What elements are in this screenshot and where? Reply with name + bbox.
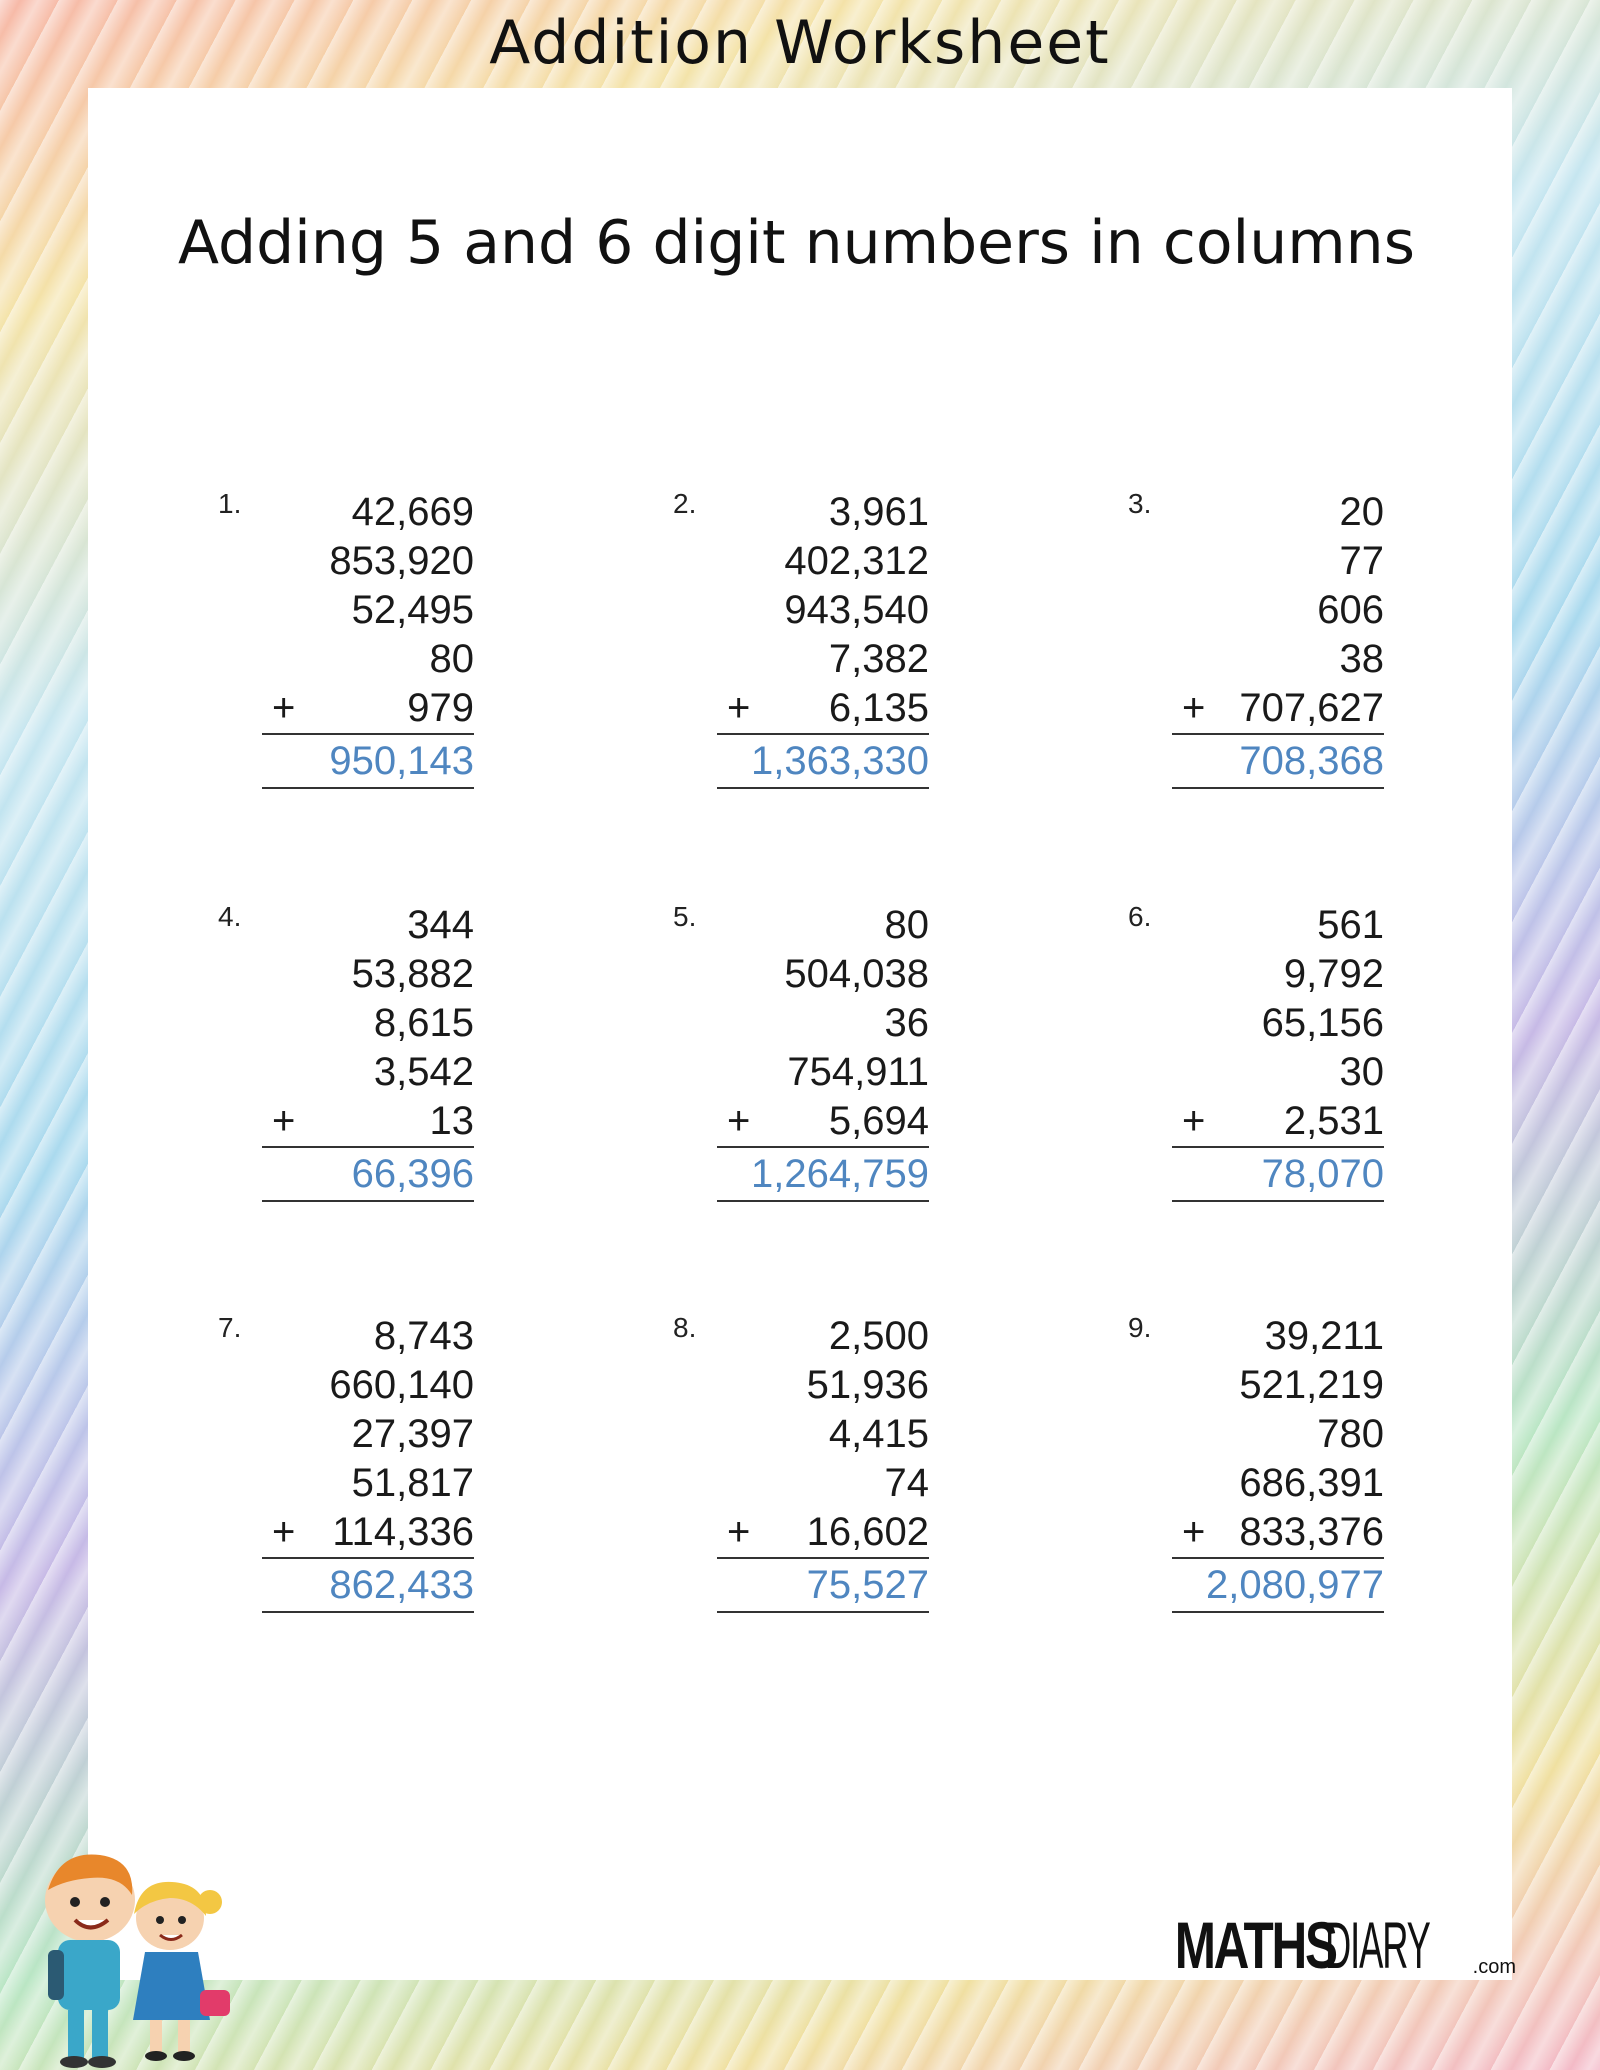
problem-number: 8. [673, 1312, 697, 1343]
addend-column [1172, 901, 1384, 1202]
addend-value: 344 [407, 903, 474, 947]
addend-row [262, 635, 474, 684]
addition-problem [673, 488, 973, 818]
answer-value: 708,368 [1239, 739, 1384, 783]
problem-number: 5. [673, 901, 697, 932]
addend-value: 521,219 [1239, 1363, 1384, 1407]
addend-column [717, 901, 929, 1202]
addend-row [717, 1459, 929, 1508]
addend-row [262, 1048, 474, 1097]
addend-value: 51,817 [351, 1461, 474, 1505]
problem-number: 9. [1128, 1312, 1152, 1343]
addend-row [717, 950, 929, 999]
children-illustration [20, 1840, 240, 2070]
addition-problem [218, 901, 518, 1231]
problem-number: 4. [218, 901, 242, 932]
addend-value: 707,627 [1239, 686, 1384, 730]
addend-value: 402,312 [784, 539, 929, 583]
problem-number: 6. [1128, 901, 1152, 932]
addend-row [1172, 586, 1384, 635]
addition-problem [1128, 488, 1428, 818]
addend-row [717, 999, 929, 1048]
addend-value: 6,135 [828, 686, 929, 730]
addend-value: 979 [407, 686, 474, 730]
addend-row [717, 1410, 929, 1459]
addition-problem [673, 1312, 973, 1642]
addend-value: 114,336 [332, 1510, 474, 1554]
worksheet-subtitle: Adding 5 and 6 digit numbers in columns [178, 208, 1415, 278]
answer-value: 950,143 [329, 739, 474, 783]
addend-row [717, 1361, 929, 1410]
addend-value: 5,694 [828, 1099, 929, 1143]
addend-column [262, 901, 474, 1202]
addend-value: 2,531 [1283, 1099, 1384, 1143]
plus-sign: + [727, 1510, 751, 1554]
addend-value: 9,792 [1283, 952, 1384, 996]
problem-number: 1. [218, 488, 242, 519]
plus-sign: + [272, 1099, 296, 1143]
addition-problem [1128, 901, 1428, 1231]
plus-sign: + [1182, 1510, 1206, 1554]
addend-row [262, 1361, 474, 1410]
addend-value: 943,540 [784, 588, 929, 632]
answer-underline [717, 787, 929, 789]
page-title: Addition Worksheet [489, 8, 1111, 78]
addend-row [717, 1097, 929, 1146]
addend-value: 51,936 [806, 1363, 929, 1407]
addend-row [717, 684, 929, 733]
addend-row [717, 1312, 929, 1361]
addend-row [262, 1312, 474, 1361]
addend-column [262, 1312, 474, 1613]
addend-row [262, 684, 474, 733]
addend-value: 504,038 [784, 952, 929, 996]
addend-value: 16,602 [806, 1510, 929, 1554]
addend-row [1172, 999, 1384, 1048]
plus-sign: + [272, 686, 296, 730]
answer-underline [717, 1611, 929, 1613]
addend-row [262, 586, 474, 635]
plus-sign: + [1182, 1099, 1206, 1143]
addend-value: 686,391 [1239, 1461, 1384, 1505]
addend-value: 52,495 [351, 588, 474, 632]
addend-value: 38 [1339, 637, 1384, 681]
addend-row [262, 1459, 474, 1508]
addend-row [717, 488, 929, 537]
addend-row [262, 950, 474, 999]
answer-underline [717, 1200, 929, 1202]
plus-sign: + [272, 1510, 296, 1554]
addend-row [262, 488, 474, 537]
addend-value: 833,376 [1239, 1510, 1384, 1554]
answer-underline [1172, 1200, 1384, 1202]
addend-column [717, 1312, 929, 1613]
plus-sign: + [727, 686, 751, 730]
addend-row [1172, 950, 1384, 999]
addend-value: 80 [884, 903, 929, 947]
addend-value: 39,211 [1264, 1314, 1384, 1358]
worksheet-sheet [88, 88, 1512, 1980]
addend-value: 660,140 [329, 1363, 474, 1407]
addend-column [1172, 488, 1384, 789]
addend-row [1172, 635, 1384, 684]
answer-underline [262, 1200, 474, 1202]
answer-underline [1172, 1611, 1384, 1613]
addend-row [1172, 684, 1384, 733]
addend-row [1172, 901, 1384, 950]
addend-value: 780 [1317, 1412, 1384, 1456]
addend-value: 20 [1339, 490, 1384, 534]
addend-row [717, 537, 929, 586]
addend-row [717, 1508, 929, 1557]
logo-bold: MATHS [1174, 1908, 1336, 1982]
addend-value: 4,415 [828, 1412, 929, 1456]
addend-row [262, 999, 474, 1048]
mathsdiary-logo [1121, 1907, 1516, 1983]
problem-number: 3. [1128, 488, 1152, 519]
addend-row [262, 1410, 474, 1459]
addend-value: 8,615 [373, 1001, 474, 1045]
addend-row [717, 635, 929, 684]
answer-value: 862,433 [329, 1563, 474, 1607]
addend-value: 42,669 [351, 490, 474, 534]
addend-value: 8,743 [373, 1314, 474, 1358]
addend-value: 606 [1317, 588, 1384, 632]
answer-underline [262, 787, 474, 789]
answer-value: 78,070 [1261, 1152, 1384, 1196]
plus-sign: + [727, 1099, 751, 1143]
addend-value: 27,397 [351, 1412, 474, 1456]
logo-light: DIARY [1325, 1908, 1431, 1982]
answer-underline [1172, 787, 1384, 789]
addend-row [1172, 537, 1384, 586]
addend-value: 2,500 [828, 1314, 929, 1358]
addend-value: 36 [884, 1001, 929, 1045]
logo-suffix: .com [1472, 1956, 1516, 1978]
problem-number: 2. [673, 488, 697, 519]
problem-number: 7. [218, 1312, 242, 1343]
answer-value: 66,396 [351, 1152, 474, 1196]
addition-problem [218, 488, 518, 818]
addend-row [262, 537, 474, 586]
addend-value: 3,542 [373, 1050, 474, 1094]
addend-value: 53,882 [351, 952, 474, 996]
addend-value: 74 [884, 1461, 929, 1505]
answer-value: 2,080,977 [1206, 1563, 1384, 1607]
answer-value: 75,527 [806, 1563, 929, 1607]
addition-problem [218, 1312, 518, 1642]
answer-value: 1,363,330 [751, 739, 929, 783]
addend-row [1172, 1508, 1384, 1557]
addend-column [1172, 1312, 1384, 1613]
addition-problem [673, 901, 973, 1231]
addend-row [1172, 1048, 1384, 1097]
addend-value: 3,961 [828, 490, 929, 534]
addition-problem [1128, 1312, 1428, 1642]
addend-row [262, 901, 474, 950]
addend-value: 80 [429, 637, 474, 681]
addend-row [717, 1048, 929, 1097]
addend-value: 754,911 [787, 1050, 929, 1094]
addend-row [717, 901, 929, 950]
addend-row [1172, 1459, 1384, 1508]
addend-row [1172, 1097, 1384, 1146]
addend-row [1172, 1361, 1384, 1410]
addend-row [717, 586, 929, 635]
addend-value: 65,156 [1261, 1001, 1384, 1045]
addend-value: 77 [1339, 539, 1384, 583]
addend-value: 30 [1339, 1050, 1384, 1094]
addend-row [1172, 1410, 1384, 1459]
addend-value: 13 [429, 1099, 474, 1143]
addend-column [717, 488, 929, 789]
addend-value: 7,382 [828, 637, 929, 681]
answer-value: 1,264,759 [751, 1152, 929, 1196]
answer-underline [262, 1611, 474, 1613]
plus-sign: + [1182, 686, 1206, 730]
addend-row [1172, 1312, 1384, 1361]
addend-value: 561 [1317, 903, 1384, 947]
addend-row [262, 1097, 474, 1146]
addend-row [1172, 488, 1384, 537]
addend-value: 853,920 [329, 539, 474, 583]
addend-row [262, 1508, 474, 1557]
addend-column [262, 488, 474, 789]
